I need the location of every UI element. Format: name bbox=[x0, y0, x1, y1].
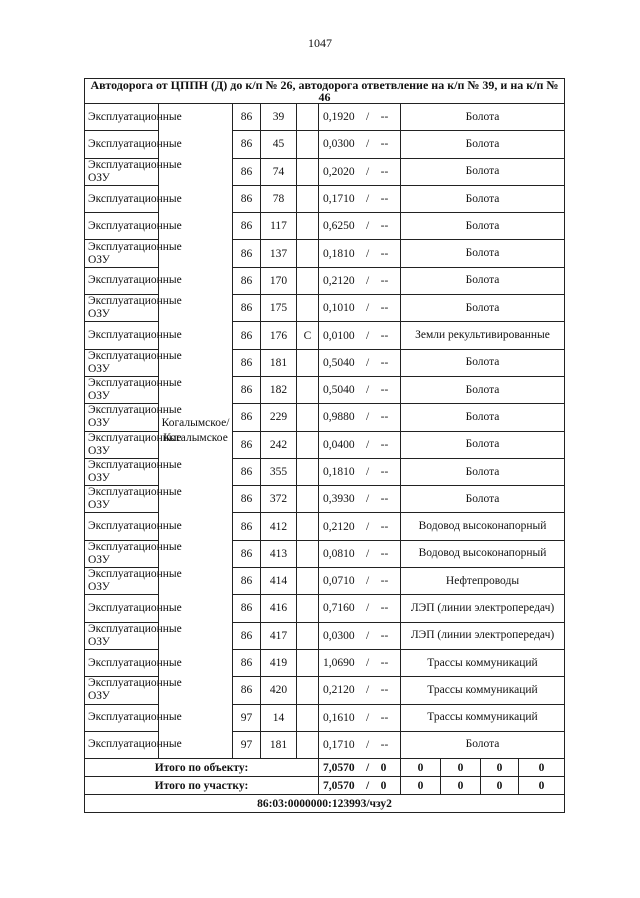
category-cell: Эксплуатационные ОЗУ bbox=[85, 568, 159, 595]
region-cell: 86 bbox=[233, 458, 261, 485]
mark-cell bbox=[297, 622, 319, 649]
mark-cell bbox=[297, 185, 319, 212]
plot-number-cell: 74 bbox=[261, 158, 297, 185]
region-cell: 97 bbox=[233, 731, 261, 758]
area-value: 0,0810 bbox=[323, 547, 355, 560]
totals-separator: / bbox=[366, 779, 370, 792]
category-cell: Эксплуатационные ОЗУ bbox=[85, 158, 159, 185]
table-row bbox=[85, 404, 565, 431]
region-cell: 86 bbox=[233, 431, 261, 458]
plot-number-cell: 170 bbox=[261, 267, 297, 294]
area-cell bbox=[319, 376, 401, 403]
area-value: 0,5040 bbox=[323, 356, 355, 369]
plot-number-cell: 372 bbox=[261, 486, 297, 513]
area-dash: -- bbox=[380, 247, 389, 260]
area-cell bbox=[319, 704, 401, 731]
region-cell: 86 bbox=[233, 185, 261, 212]
region-cell: 86 bbox=[233, 158, 261, 185]
category-cell: Эксплуатационные bbox=[85, 104, 159, 131]
plot-number-cell: 419 bbox=[261, 649, 297, 676]
table-row bbox=[85, 349, 565, 376]
area-cell bbox=[319, 458, 401, 485]
land-type-cell: Болота bbox=[401, 104, 565, 131]
area-dash: -- bbox=[380, 438, 389, 451]
land-type-cell: Трассы коммуникаций bbox=[401, 704, 565, 731]
area-value: 0,1010 bbox=[323, 302, 355, 315]
totals-zero: 0 bbox=[380, 761, 387, 774]
totals-zero-cell: 0 bbox=[481, 777, 519, 795]
region-cell: 86 bbox=[233, 213, 261, 240]
plot-number-cell: 181 bbox=[261, 731, 297, 758]
plot-number-cell: 117 bbox=[261, 213, 297, 240]
area-dash: -- bbox=[380, 193, 389, 206]
plot-number-cell: 414 bbox=[261, 568, 297, 595]
totals-area-cell bbox=[319, 777, 401, 795]
category-cell: Эксплуатационные ОЗУ bbox=[85, 404, 159, 431]
table-row bbox=[85, 731, 565, 758]
area-value: 0,3930 bbox=[323, 493, 355, 506]
mark-cell bbox=[297, 458, 319, 485]
plot-number-cell: 182 bbox=[261, 376, 297, 403]
region-cell: 86 bbox=[233, 267, 261, 294]
area-value: 0,2120 bbox=[323, 274, 355, 287]
area-value: 0,0300 bbox=[323, 629, 355, 642]
totals-zero-cell: 0 bbox=[481, 759, 519, 777]
area-cell bbox=[319, 731, 401, 758]
table-row bbox=[85, 240, 565, 267]
area-cell bbox=[319, 104, 401, 131]
plot-number-cell: 137 bbox=[261, 240, 297, 267]
area-dash: -- bbox=[380, 411, 389, 424]
area-dash: -- bbox=[380, 657, 389, 670]
area-separator: / bbox=[366, 329, 370, 342]
region-cell: 86 bbox=[233, 131, 261, 158]
area-dash: -- bbox=[380, 602, 389, 615]
totals-zero-cell: 0 bbox=[401, 759, 441, 777]
area-separator: / bbox=[366, 302, 370, 315]
land-type-cell: Трассы коммуникаций bbox=[401, 677, 565, 704]
plot-number-cell: 39 bbox=[261, 104, 297, 131]
region-cell: 86 bbox=[233, 649, 261, 676]
category-cell: Эксплуатационные bbox=[85, 649, 159, 676]
area-dash: -- bbox=[380, 738, 389, 751]
totals-zero-cell: 0 bbox=[401, 777, 441, 795]
area-cell bbox=[319, 322, 401, 349]
area-dash: -- bbox=[380, 111, 389, 124]
table-row bbox=[85, 322, 565, 349]
area-separator: / bbox=[366, 220, 370, 233]
area-cell bbox=[319, 677, 401, 704]
area-separator: / bbox=[366, 438, 370, 451]
area-dash: -- bbox=[380, 520, 389, 533]
plot-number-cell: 413 bbox=[261, 540, 297, 567]
region-cell: 86 bbox=[233, 677, 261, 704]
region-cell: 86 bbox=[233, 540, 261, 567]
table-row bbox=[85, 595, 565, 622]
table-row bbox=[85, 104, 565, 131]
area-separator: / bbox=[366, 247, 370, 260]
area-cell bbox=[319, 622, 401, 649]
area-cell bbox=[319, 568, 401, 595]
table-row bbox=[85, 486, 565, 513]
mark-cell bbox=[297, 704, 319, 731]
region-cell: 86 bbox=[233, 595, 261, 622]
plot-number-cell: 416 bbox=[261, 595, 297, 622]
area-separator: / bbox=[366, 493, 370, 506]
area-value: 0,1610 bbox=[323, 711, 355, 724]
land-type-cell: Нефтепроводы bbox=[401, 568, 565, 595]
land-type-cell: Болота bbox=[401, 158, 565, 185]
land-type-cell: Болота bbox=[401, 431, 565, 458]
region-cell: 86 bbox=[233, 486, 261, 513]
totals-area-cell bbox=[319, 759, 401, 777]
mark-cell bbox=[297, 376, 319, 403]
table-row bbox=[85, 185, 565, 212]
land-type-cell: Болота bbox=[401, 240, 565, 267]
table-row bbox=[85, 267, 565, 294]
area-separator: / bbox=[366, 657, 370, 670]
mark-cell bbox=[297, 595, 319, 622]
area-separator: / bbox=[366, 684, 370, 697]
region-cell: 86 bbox=[233, 240, 261, 267]
area-cell bbox=[319, 404, 401, 431]
land-type-cell: Болота bbox=[401, 213, 565, 240]
plot-number-cell: 229 bbox=[261, 404, 297, 431]
plot-number-cell: 181 bbox=[261, 349, 297, 376]
area-dash: -- bbox=[380, 165, 389, 178]
area-separator: / bbox=[366, 547, 370, 560]
land-type-cell: Болота bbox=[401, 349, 565, 376]
mark-cell bbox=[297, 267, 319, 294]
area-cell bbox=[319, 131, 401, 158]
table-row bbox=[85, 649, 565, 676]
region-cell: 86 bbox=[233, 295, 261, 322]
mark-cell bbox=[297, 513, 319, 540]
region-cell: 86 bbox=[233, 622, 261, 649]
land-type-cell: Болота bbox=[401, 376, 565, 403]
category-cell: Эксплуатационные ОЗУ bbox=[85, 431, 159, 458]
table-row bbox=[85, 677, 565, 704]
area-dash: -- bbox=[380, 274, 389, 287]
category-cell: Эксплуатационные ОЗУ bbox=[85, 540, 159, 567]
area-value: 0,0710 bbox=[323, 575, 355, 588]
mark-cell bbox=[297, 731, 319, 758]
category-cell: Эксплуатационные ОЗУ bbox=[85, 622, 159, 649]
area-cell bbox=[319, 240, 401, 267]
area-cell bbox=[319, 540, 401, 567]
table-row bbox=[85, 131, 565, 158]
area-value: 0,2120 bbox=[323, 684, 355, 697]
category-cell: Эксплуатационные ОЗУ bbox=[85, 295, 159, 322]
category-cell: Эксплуатационные ОЗУ bbox=[85, 677, 159, 704]
area-separator: / bbox=[366, 274, 370, 287]
area-dash: -- bbox=[380, 711, 389, 724]
table-row bbox=[85, 295, 565, 322]
totals-row bbox=[85, 759, 565, 777]
land-type-cell: Болота bbox=[401, 295, 565, 322]
totals-area-value: 7,0570 bbox=[323, 779, 355, 792]
category-cell: Эксплуатационные ОЗУ bbox=[85, 376, 159, 403]
mark-cell bbox=[297, 349, 319, 376]
category-cell: Эксплуатационные ОЗУ bbox=[85, 486, 159, 513]
region-cell: 86 bbox=[233, 376, 261, 403]
area-cell bbox=[319, 431, 401, 458]
mark-cell: С bbox=[297, 322, 319, 349]
plot-number-cell: 242 bbox=[261, 431, 297, 458]
area-value: 0,5040 bbox=[323, 384, 355, 397]
area-cell bbox=[319, 513, 401, 540]
table-row bbox=[85, 376, 565, 403]
table-row bbox=[85, 431, 565, 458]
land-type-cell: Земли рекультивированные bbox=[401, 322, 565, 349]
area-separator: / bbox=[366, 466, 370, 478]
plot-number-cell: 417 bbox=[261, 622, 297, 649]
area-value: 0,1920 bbox=[323, 111, 355, 124]
area-dash: -- bbox=[380, 466, 389, 478]
area-value: 0,1710 bbox=[323, 193, 355, 206]
area-dash: -- bbox=[380, 138, 389, 151]
area-value: 0,1710 bbox=[323, 738, 355, 751]
table-row bbox=[85, 513, 565, 540]
area-separator: / bbox=[366, 575, 370, 588]
area-separator: / bbox=[366, 602, 370, 615]
area-cell bbox=[319, 185, 401, 212]
area-cell bbox=[319, 595, 401, 622]
land-type-cell: Трассы коммуникаций bbox=[401, 649, 565, 676]
area-separator: / bbox=[366, 165, 370, 178]
mark-cell bbox=[297, 649, 319, 676]
land-type-cell: Болота bbox=[401, 486, 565, 513]
table-row bbox=[85, 704, 565, 731]
area-value: 0,9880 bbox=[323, 411, 355, 424]
area-value: 0,1810 bbox=[323, 247, 355, 260]
mark-cell bbox=[297, 131, 319, 158]
area-dash: -- bbox=[380, 547, 389, 560]
totals-area-value: 7,0570 bbox=[323, 761, 355, 774]
area-cell bbox=[319, 295, 401, 322]
region-cell: 86 bbox=[233, 104, 261, 131]
totals-zero: 0 bbox=[380, 779, 387, 792]
mark-cell bbox=[297, 540, 319, 567]
mark-cell bbox=[297, 240, 319, 267]
plot-number-cell: 175 bbox=[261, 295, 297, 322]
totals-row bbox=[85, 777, 565, 795]
land-plot-table bbox=[84, 78, 565, 813]
area-separator: / bbox=[366, 356, 370, 369]
totals-zero-cell: 0 bbox=[441, 777, 481, 795]
totals-separator: / bbox=[366, 761, 370, 774]
plot-number-cell: 78 bbox=[261, 185, 297, 212]
table-row bbox=[85, 540, 565, 567]
land-type-cell: Водовод высоконапорный bbox=[401, 540, 565, 567]
owner-cell: Когалымское/ Когалымское bbox=[159, 104, 233, 759]
category-cell: Эксплуатационные bbox=[85, 131, 159, 158]
area-separator: / bbox=[366, 111, 370, 124]
category-cell: Эксплуатационные bbox=[85, 731, 159, 758]
land-type-cell: ЛЭП (линии электропередач) bbox=[401, 622, 565, 649]
area-value: 0,2120 bbox=[323, 520, 355, 533]
area-cell bbox=[319, 213, 401, 240]
land-type-cell: Болота bbox=[401, 185, 565, 212]
land-type-cell: Болота bbox=[401, 731, 565, 758]
area-value: 0,6250 bbox=[323, 220, 355, 233]
region-cell: 86 bbox=[233, 349, 261, 376]
area-dash: -- bbox=[380, 356, 389, 369]
totals-label: Итого по объекту: bbox=[85, 759, 319, 777]
area-cell bbox=[319, 158, 401, 185]
mark-cell bbox=[297, 213, 319, 240]
plot-number-cell: 45 bbox=[261, 131, 297, 158]
mark-cell bbox=[297, 104, 319, 131]
totals-label: Итого по участку: bbox=[85, 777, 319, 795]
area-dash: -- bbox=[380, 684, 389, 697]
plot-number-cell: 420 bbox=[261, 677, 297, 704]
area-separator: / bbox=[366, 738, 370, 751]
region-cell: 97 bbox=[233, 704, 261, 731]
category-cell: Эксплуатационные ОЗУ bbox=[85, 240, 159, 267]
region-cell: 86 bbox=[233, 568, 261, 595]
table-title: Автодорога от ЦППН (Д) до к/п № 26, автодорога ответвление на к/п № 39, и на к/п № 46 bbox=[85, 79, 565, 104]
plot-number-cell: 176 bbox=[261, 322, 297, 349]
mark-cell bbox=[297, 158, 319, 185]
totals-zero-cell: 0 bbox=[519, 777, 565, 795]
area-separator: / bbox=[366, 138, 370, 151]
area-cell bbox=[319, 349, 401, 376]
cadastral-number: 86:03:0000000:123993/чзу2 bbox=[85, 795, 565, 813]
plot-number-cell: 412 bbox=[261, 513, 297, 540]
area-separator: / bbox=[366, 629, 370, 642]
category-cell: Эксплуатационные bbox=[85, 267, 159, 294]
area-separator: / bbox=[366, 520, 370, 533]
mark-cell bbox=[297, 404, 319, 431]
region-cell: 86 bbox=[233, 513, 261, 540]
plot-number-cell: 355 bbox=[261, 458, 297, 485]
area-value: 1,0690 bbox=[323, 657, 355, 670]
category-cell: Эксплуатационные ОЗУ bbox=[85, 349, 159, 376]
category-cell: Эксплуатационные bbox=[85, 513, 159, 540]
land-type-cell: Болота bbox=[401, 458, 565, 485]
area-dash: -- bbox=[380, 302, 389, 315]
category-cell: Эксплуатационные bbox=[85, 185, 159, 212]
table-row bbox=[85, 158, 565, 185]
area-cell bbox=[319, 486, 401, 513]
category-cell: Эксплуатационные bbox=[85, 322, 159, 349]
area-separator: / bbox=[366, 384, 370, 397]
area-dash: -- bbox=[380, 575, 389, 588]
area-separator: / bbox=[366, 411, 370, 424]
area-dash: -- bbox=[380, 329, 389, 342]
area-dash: -- bbox=[380, 493, 389, 506]
area-cell bbox=[319, 649, 401, 676]
cadastral-row bbox=[85, 795, 565, 813]
totals-zero-cell: 0 bbox=[519, 759, 565, 777]
area-value: 0,7160 bbox=[323, 602, 355, 615]
category-cell: Эксплуатационные bbox=[85, 704, 159, 731]
area-value: 0,0300 bbox=[323, 138, 355, 151]
table-row bbox=[85, 568, 565, 595]
land-type-cell: Водовод высоконапорный bbox=[401, 513, 565, 540]
area-cell bbox=[319, 267, 401, 294]
area-separator: / bbox=[366, 711, 370, 724]
mark-cell bbox=[297, 568, 319, 595]
area-value: 0,1810 bbox=[323, 466, 355, 478]
land-type-cell: Болота bbox=[401, 404, 565, 431]
area-value: 0,0100 bbox=[323, 329, 355, 342]
area-value: 0,2020 bbox=[323, 165, 355, 178]
category-cell: Эксплуатационные bbox=[85, 213, 159, 240]
mark-cell bbox=[297, 677, 319, 704]
category-cell: Эксплуатационные bbox=[85, 595, 159, 622]
region-cell: 86 bbox=[233, 322, 261, 349]
totals-zero-cell: 0 bbox=[441, 759, 481, 777]
land-type-cell: ЛЭП (линии электропередач) bbox=[401, 595, 565, 622]
mark-cell bbox=[297, 295, 319, 322]
land-type-cell: Болота bbox=[401, 267, 565, 294]
table-row bbox=[85, 622, 565, 649]
region-cell: 86 bbox=[233, 404, 261, 431]
page-number: 1047 bbox=[308, 36, 332, 50]
table-row bbox=[85, 213, 565, 240]
area-dash: -- bbox=[380, 220, 389, 233]
category-cell: Эксплуатационные ОЗУ bbox=[85, 458, 159, 485]
area-separator: / bbox=[366, 193, 370, 206]
land-type-cell: Болота bbox=[401, 131, 565, 158]
area-dash: -- bbox=[380, 629, 389, 642]
area-dash: -- bbox=[380, 384, 389, 397]
mark-cell bbox=[297, 486, 319, 513]
area-value: 0,0400 bbox=[323, 438, 355, 451]
table-row bbox=[85, 458, 565, 485]
plot-number-cell: 14 bbox=[261, 704, 297, 731]
mark-cell bbox=[297, 431, 319, 458]
